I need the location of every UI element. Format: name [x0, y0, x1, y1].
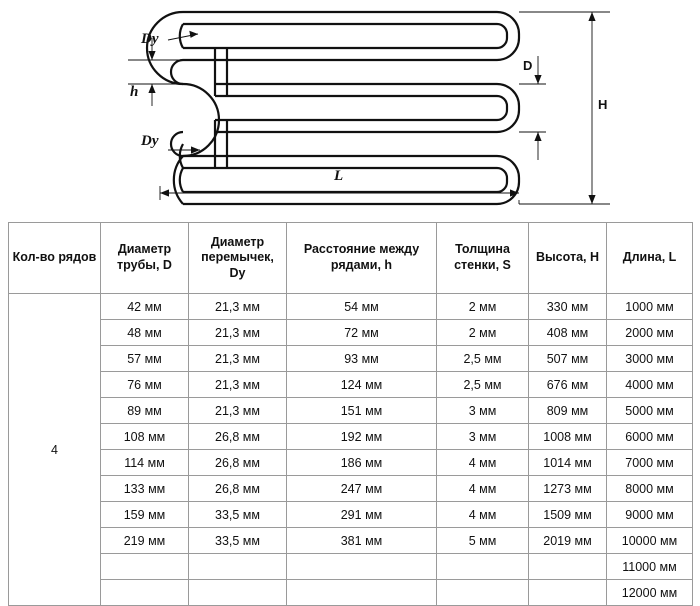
cell-pipe-diameter: 57 мм — [101, 346, 189, 372]
cell-jumper-diameter: 33,5 мм — [189, 502, 287, 528]
cell-length: 3000 мм — [607, 346, 693, 372]
table-row — [9, 320, 693, 346]
cell-row-spacing: 186 мм — [287, 450, 437, 476]
cell-length: 5000 мм — [607, 398, 693, 424]
cell-length: 9000 мм — [607, 502, 693, 528]
header-height: Высота, H — [529, 223, 607, 294]
label-big-h: H — [598, 97, 608, 112]
cell-height: 809 мм — [529, 398, 607, 424]
cell-wall-thickness — [437, 554, 529, 580]
header-jumper-diameter: Диаметр перемычек, Dy — [189, 223, 287, 294]
cell-wall-thickness: 3 мм — [437, 424, 529, 450]
table-row — [9, 450, 693, 476]
cell-pipe-diameter — [101, 554, 189, 580]
table-row — [9, 502, 693, 528]
cell-height: 1008 мм — [529, 424, 607, 450]
cell-wall-thickness: 4 мм — [437, 450, 529, 476]
table-row — [9, 528, 693, 554]
cell-height: 1509 мм — [529, 502, 607, 528]
pipe-outline — [147, 12, 519, 204]
table-row — [9, 294, 693, 320]
cell-pipe-diameter — [101, 580, 189, 606]
header-pipe-diameter: Диаметр трубы, D — [101, 223, 189, 294]
cell-jumper-diameter: 21,3 мм — [189, 346, 287, 372]
cell-wall-thickness: 2 мм — [437, 320, 529, 346]
label-h: h — [130, 84, 139, 100]
cell-wall-thickness: 2 мм — [437, 294, 529, 320]
cell-pipe-diameter: 42 мм — [101, 294, 189, 320]
cell-wall-thickness: 2,5 мм — [437, 372, 529, 398]
cell-pipe-diameter: 108 мм — [101, 424, 189, 450]
cell-height: 2019 мм — [529, 528, 607, 554]
specification-table — [8, 222, 693, 606]
dimension-lines — [128, 12, 610, 204]
table-row — [9, 424, 693, 450]
cell-wall-thickness: 3 мм — [437, 398, 529, 424]
cell-row-spacing: 54 мм — [287, 294, 437, 320]
cell-row-spacing — [287, 554, 437, 580]
table-row — [9, 554, 693, 580]
cell-jumper-diameter: 33,5 мм — [189, 528, 287, 554]
cell-height: 676 мм — [529, 372, 607, 398]
cell-jumper-diameter: 26,8 мм — [189, 424, 287, 450]
cell-jumper-diameter: 21,3 мм — [189, 398, 287, 424]
cell-row-spacing: 93 мм — [287, 346, 437, 372]
cell-height: 408 мм — [529, 320, 607, 346]
cell-length: 12000 мм — [607, 580, 693, 606]
cell-height: 1273 мм — [529, 476, 607, 502]
cell-wall-thickness: 2,5 мм — [437, 346, 529, 372]
cell-height: 1014 мм — [529, 450, 607, 476]
cell-length: 1000 мм — [607, 294, 693, 320]
table-row — [9, 580, 693, 606]
cell-length: 11000 мм — [607, 554, 693, 580]
cell-row-spacing: 124 мм — [287, 372, 437, 398]
cell-jumper-diameter — [189, 580, 287, 606]
table-row — [9, 476, 693, 502]
cell-height — [529, 554, 607, 580]
cell-row-spacing: 291 мм — [287, 502, 437, 528]
cell-row-spacing — [287, 580, 437, 606]
cell-length: 7000 мм — [607, 450, 693, 476]
cell-jumper-diameter: 21,3 мм — [189, 294, 287, 320]
cell-length: 10000 мм — [607, 528, 693, 554]
cell-length: 8000 мм — [607, 476, 693, 502]
cell-row-spacing: 192 мм — [287, 424, 437, 450]
cell-pipe-diameter: 48 мм — [101, 320, 189, 346]
cell-pipe-diameter: 159 мм — [101, 502, 189, 528]
register-drawing — [0, 0, 700, 212]
table-body — [9, 294, 693, 606]
label-d: D — [523, 58, 533, 73]
label-l: L — [334, 168, 344, 184]
cell-pipe-diameter: 114 мм — [101, 450, 189, 476]
label-dy-top: Dy — [141, 31, 159, 47]
cell-length: 2000 мм — [607, 320, 693, 346]
label-dy-bottom: Dy — [141, 133, 159, 149]
cell-length: 4000 мм — [607, 372, 693, 398]
cell-jumper-diameter: 26,8 мм — [189, 476, 287, 502]
cell-wall-thickness: 4 мм — [437, 502, 529, 528]
cell-pipe-diameter: 89 мм — [101, 398, 189, 424]
cell-height: 330 мм — [529, 294, 607, 320]
cell-jumper-diameter — [189, 554, 287, 580]
cell-row-spacing: 151 мм — [287, 398, 437, 424]
register-diagram — [0, 0, 700, 210]
dimension-arrows — [148, 12, 595, 204]
header-row-spacing: Расстояние между рядами, h — [287, 223, 437, 294]
cell-row-spacing: 247 мм — [287, 476, 437, 502]
specification-table-wrapper — [8, 222, 692, 606]
header-wall-thickness: Толщина стенки, S — [437, 223, 529, 294]
cell-pipe-diameter: 76 мм — [101, 372, 189, 398]
table-row — [9, 372, 693, 398]
table-header-row — [9, 223, 693, 294]
cell-jumper-diameter: 21,3 мм — [189, 320, 287, 346]
cell-wall-thickness: 4 мм — [437, 476, 529, 502]
cell-row-spacing: 72 мм — [287, 320, 437, 346]
cell-wall-thickness: 5 мм — [437, 528, 529, 554]
cell-row-spacing: 381 мм — [287, 528, 437, 554]
cell-jumper-diameter: 26,8 мм — [189, 450, 287, 476]
cell-pipe-diameter: 219 мм — [101, 528, 189, 554]
cell-pipe-diameter: 133 мм — [101, 476, 189, 502]
table-row — [9, 398, 693, 424]
cell-jumper-diameter: 21,3 мм — [189, 372, 287, 398]
cell-rows-count: 4 — [9, 294, 101, 606]
cell-height: 507 мм — [529, 346, 607, 372]
header-length: Длина, L — [607, 223, 693, 294]
header-rows-count: Кол-во рядов — [9, 223, 101, 294]
cell-height — [529, 580, 607, 606]
table-row — [9, 346, 693, 372]
cell-length: 6000 мм — [607, 424, 693, 450]
cell-wall-thickness — [437, 580, 529, 606]
